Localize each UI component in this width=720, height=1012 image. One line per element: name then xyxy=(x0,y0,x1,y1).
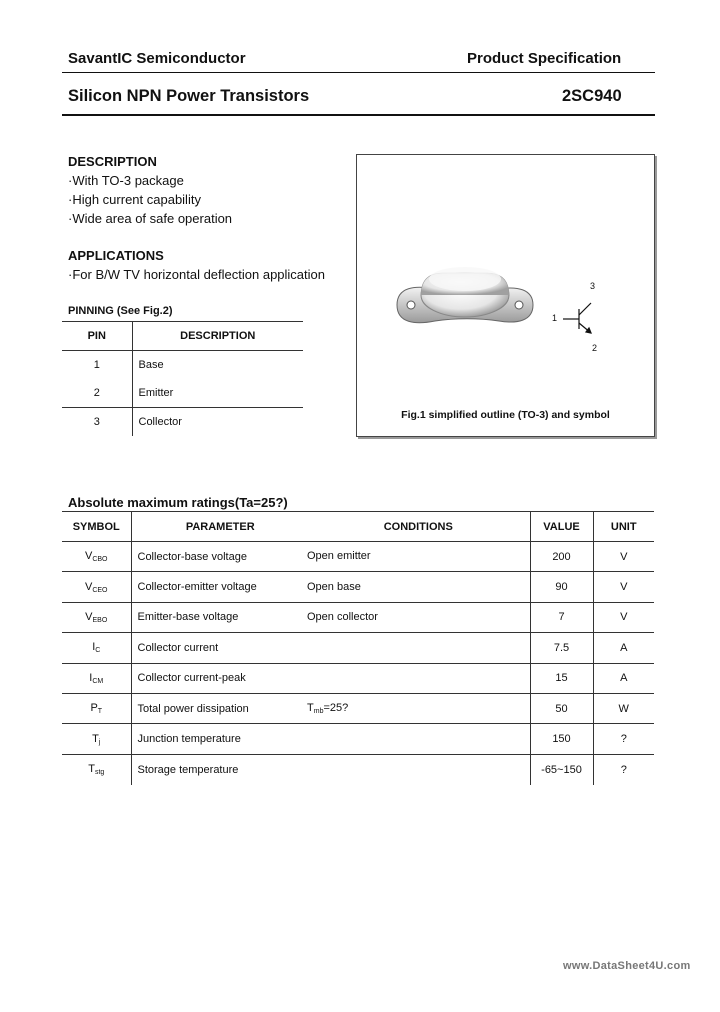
symbol-subscript: stg xyxy=(94,769,105,777)
condition-text: Open base xyxy=(307,580,361,593)
unit-header: UNIT xyxy=(593,512,654,542)
pin-description: Collector xyxy=(132,408,303,437)
symbol-letter: P xyxy=(90,702,98,715)
symbol-subscript: EBO xyxy=(92,616,108,624)
unit-cell: ? xyxy=(593,724,654,754)
description-item: ·Wide area of safe operation xyxy=(68,211,233,226)
value-cell: 90 xyxy=(530,572,593,602)
unit-cell: A xyxy=(593,633,654,663)
value-cell: 7.5 xyxy=(530,633,593,663)
parameter-cell: Total power dissipation xyxy=(131,693,303,723)
condition-tail: =25? xyxy=(323,702,349,715)
part-number: 2SC940 xyxy=(562,87,622,105)
table-row xyxy=(62,542,654,572)
table-row xyxy=(62,663,654,693)
ratings-table xyxy=(62,511,654,785)
parameter-cell: Storage temperature xyxy=(137,763,239,776)
symbol-subscript: CEO xyxy=(92,586,108,594)
pinning-title: PINNING (See Fig.2) xyxy=(68,305,173,317)
watermark: www.DataSheet4U.com xyxy=(563,960,691,972)
pin-number: 1 xyxy=(62,351,132,380)
ratings-title: Absolute maximum ratings(Ta=25?) xyxy=(68,495,288,510)
symbol-cell xyxy=(62,602,131,632)
header-rule-top xyxy=(62,72,655,73)
parameter-cell: Collector current xyxy=(131,633,303,663)
base-pin-label: 1 xyxy=(552,313,558,323)
value-cell: 50 xyxy=(530,693,593,723)
unit-cell: W xyxy=(593,693,654,723)
unit-cell: ? xyxy=(620,763,627,776)
pin-number: 2 xyxy=(62,379,132,408)
conditions-cell xyxy=(303,633,530,663)
symbol-subscript: CBO xyxy=(92,556,108,564)
value-cell: 150 xyxy=(530,724,593,754)
header-rule-bottom xyxy=(62,114,655,116)
pinning-table xyxy=(62,321,303,436)
applications-section xyxy=(68,248,325,282)
condition-text: T xyxy=(307,702,314,715)
conditions-cell xyxy=(303,754,530,784)
symbol-cell xyxy=(62,663,131,693)
applications-item: ·For B/W TV horizontal deflection application xyxy=(68,267,325,282)
pin-description: Base xyxy=(138,359,164,371)
emitter-pin-label: 2 xyxy=(592,343,598,353)
conditions-cell xyxy=(303,663,530,693)
value-cell: 200 xyxy=(530,542,593,572)
symbol-cell xyxy=(62,542,131,572)
table-row xyxy=(62,408,303,437)
description-section xyxy=(68,154,232,226)
condition-text: Open collector xyxy=(307,610,378,623)
symbol-subscript: C xyxy=(95,647,101,655)
description-title: DESCRIPTION xyxy=(68,154,157,169)
conditions-cell xyxy=(303,693,530,723)
description-item: ·With TO-3 package xyxy=(68,173,184,188)
parameter-cell: Collector-base voltage xyxy=(131,542,303,572)
unit-cell: A xyxy=(593,663,654,693)
symbol-letter: T xyxy=(88,763,95,776)
pin-description: Emitter xyxy=(138,387,174,399)
symbol-cell xyxy=(62,572,131,602)
symbol-letter: V xyxy=(85,610,93,623)
symbol-cell xyxy=(62,633,131,663)
condition-subscript: mb xyxy=(313,708,324,716)
symbol-letter: I xyxy=(92,641,96,654)
table-row xyxy=(62,351,303,380)
description-item: ·High current capability xyxy=(68,192,201,207)
table-row xyxy=(62,572,654,602)
value-cell: -65~150 xyxy=(530,754,593,784)
product-line: Silicon NPN Power Transistors xyxy=(68,87,310,105)
parameter-cell: Collector-emitter voltage xyxy=(131,572,303,602)
symbol-letter: V xyxy=(84,580,93,593)
conditions-cell xyxy=(303,542,530,572)
symbol-subscript: CM xyxy=(92,677,104,685)
unit-cell: V xyxy=(593,542,654,572)
value-cell: 7 xyxy=(530,602,593,632)
symbol-letter: I xyxy=(89,671,93,684)
pin-desc-header: DESCRIPTION xyxy=(132,322,303,351)
table-row xyxy=(62,379,303,408)
pin-header: PIN xyxy=(62,322,132,351)
symbol-cell xyxy=(62,724,131,754)
table-row xyxy=(62,633,654,663)
symbol-header: SYMBOL xyxy=(62,512,131,542)
to3-package-image xyxy=(357,155,656,405)
conditions-cell xyxy=(303,572,530,602)
value-header: VALUE xyxy=(530,512,593,542)
table-row xyxy=(62,724,654,754)
unit-cell: V xyxy=(593,602,654,632)
figure-box xyxy=(356,154,655,437)
parameter-cell: Junction temperature xyxy=(131,724,303,754)
company-name: SavantIC Semiconductor xyxy=(68,50,246,67)
doc-type: Product Specification xyxy=(467,50,622,67)
conditions-cell xyxy=(303,724,530,754)
table-row xyxy=(62,754,654,784)
symbol-cell xyxy=(62,754,131,784)
figure-caption: Fig.1 simplified outline (TO-3) and symbol xyxy=(401,409,610,421)
symbol-letter: T xyxy=(92,732,99,745)
symbol-subscript: T xyxy=(97,708,103,716)
collector-pin-label: 3 xyxy=(590,281,596,291)
parameter-header: PARAMETER xyxy=(131,512,303,542)
conditions-header: CONDITIONS xyxy=(303,512,530,542)
parameter-cell: Collector current-peak xyxy=(131,663,303,693)
parameter-cell: Emitter-base voltage xyxy=(131,602,303,632)
applications-title: APPLICATIONS xyxy=(68,248,164,263)
table-row xyxy=(62,602,654,632)
symbol-cell xyxy=(62,693,131,723)
npn-symbol-icon xyxy=(563,303,591,333)
pin-number: 3 xyxy=(62,408,132,437)
conditions-cell xyxy=(303,602,530,632)
symbol-subscript: j xyxy=(98,738,101,746)
unit-cell: V xyxy=(593,572,654,602)
condition-text: Open emitter xyxy=(307,550,371,563)
symbol-letter: V xyxy=(84,550,93,563)
value-cell: 15 xyxy=(530,663,593,693)
table-row xyxy=(62,693,654,723)
